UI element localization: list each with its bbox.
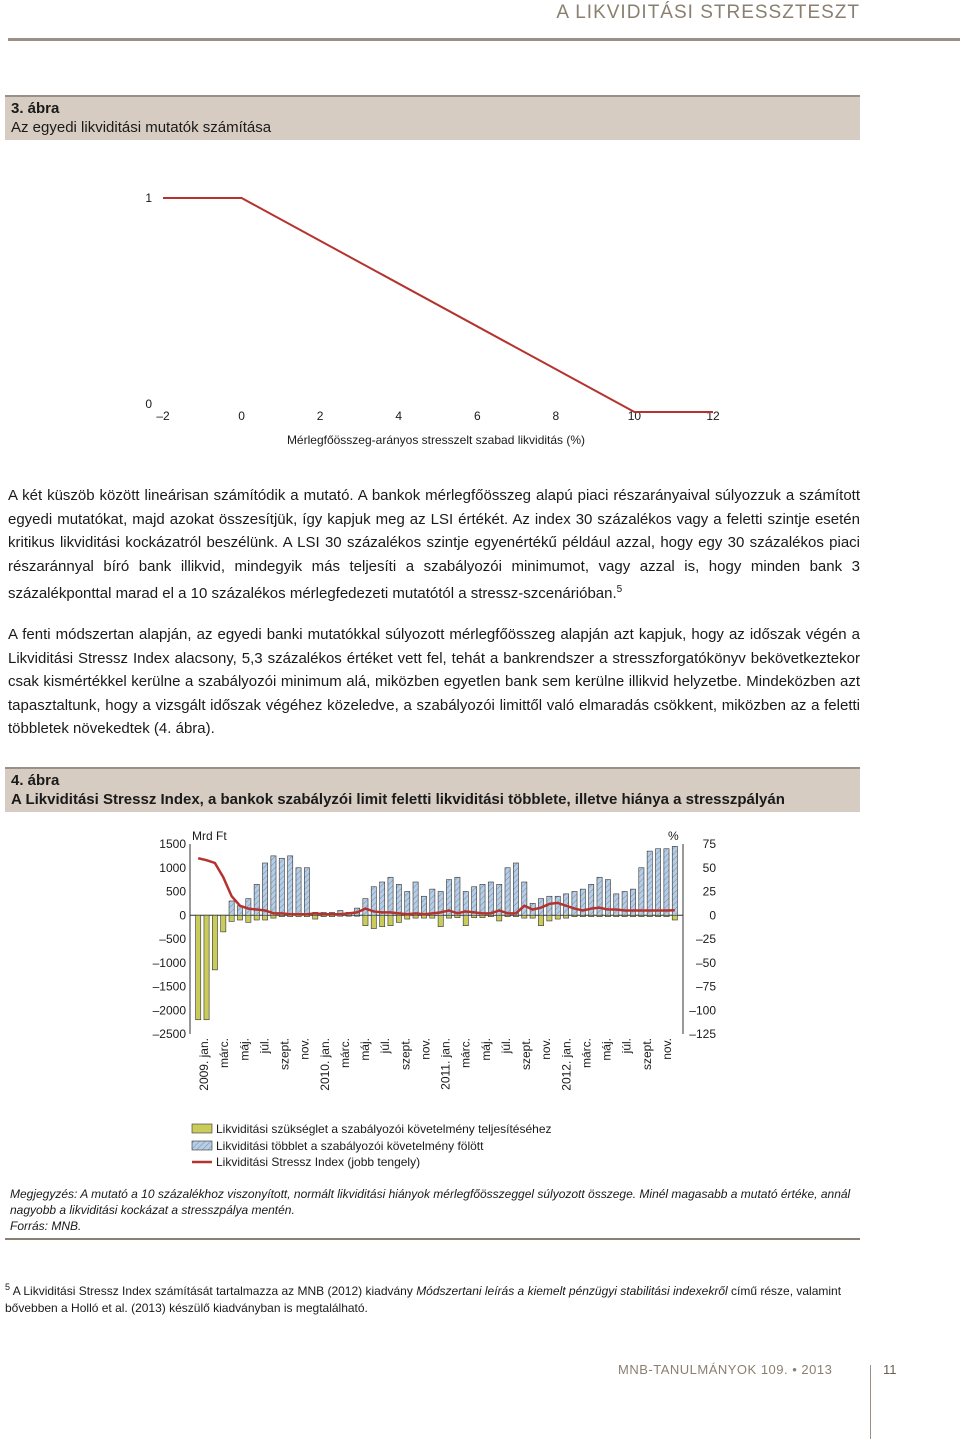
figure4-bar-requirement (229, 915, 234, 921)
figure4-bar-requirement (446, 915, 451, 918)
figure4-bar-surplus (279, 858, 284, 915)
footer-publication: MNB-TANULMÁNYOK 109. • 2013 (618, 1362, 833, 1377)
figure4-note: Megjegyzés: A mutató a 10 százalékhoz viszonyított, normált likviditási hiányok mérlegfőösszeggel súlyozott összege. Minél magasabb a mutató értéke, annál nagyobb a likviditási kockázat a stresszpálya mentén. (10, 1187, 851, 1217)
figure4-left-tick: –1500 (152, 979, 186, 994)
figure4-right-unit: % (668, 829, 679, 843)
figure4-bar-surplus (572, 892, 577, 916)
figure4-bar-requirement (497, 915, 502, 921)
figure4-bar-requirement (522, 915, 527, 918)
footnote-prefix: A Likviditási Stressz Index számítását tartalmazza az MNB (2012) kiadvány (12, 1284, 417, 1298)
figure4-x-tick: 2010. jan. (317, 1038, 332, 1091)
legend-swatch-surplus (192, 1141, 212, 1150)
figure4-right-tick: 50 (702, 860, 716, 875)
figure3-y-tick: 1 (145, 191, 152, 205)
figure4-left-tick: 1500 (159, 837, 186, 851)
figure4-bar-requirement (472, 915, 477, 917)
figure4-bar-surplus (488, 882, 493, 915)
figure4-bar-surplus (522, 882, 527, 915)
figure4-left-tick: –2500 (152, 1027, 186, 1041)
paragraph-1-text: A két küszöb között lineárisan számítódik a mutató. A bankok mérlegfőösszeg alapú piaci részarányaival súlyozzuk a számított egyedi mutatókat, majd azokat összesítjük, így kapjuk meg az LSI értékét. Az index 30 százalékos vagy a feletti szintje esetén kritikus likviditási kockázatról beszélünk. A LSI 30 százalékos szintje egyenértékű például azzal, hogy egy 30 százalékos piaci részaránnyal bíró bank illikvid, mindegyik más teljesíti a szabályozói minimumot, vagy azzal is, hogy minden bank 3 százalékponttal marad el a 10 százalékos mérlegfedezeti mutatótól a stressz-szcenárióban. (8, 487, 860, 602)
running-title: A LIKVIDITÁSI STRESSZTESZT (556, 2, 860, 23)
figure4-bar-requirement (371, 915, 376, 928)
figure4-bar-requirement (254, 915, 259, 920)
figure4-bar-requirement (530, 915, 535, 918)
figure4-x-tick: márc. (458, 1038, 473, 1068)
figure4-bar-surplus (380, 882, 385, 915)
figure4-x-tick: szept. (519, 1038, 534, 1071)
figure4-bar-requirement (221, 915, 226, 932)
figure3-x-tick: 2 (316, 409, 324, 423)
footnote-mark: 5 (5, 1282, 11, 1292)
footnote-suffix: című része, valamint bővebben a Holló et al. (2013) készülő kiadványban is megtalálható. (5, 1284, 842, 1315)
figure4-bar-requirement (388, 915, 393, 925)
figure4-x-tick: máj. (237, 1038, 252, 1061)
figure4-bar-requirement (237, 915, 242, 920)
figure4-left-tick: 500 (165, 884, 186, 899)
figure4-bar-requirement (463, 915, 468, 925)
figure4-bar-surplus (647, 851, 652, 915)
figure4-bar-surplus (304, 868, 309, 916)
figure4-x-tick: szept. (639, 1038, 654, 1071)
figure4-x-tick: júl. (619, 1038, 634, 1054)
figure4-bar-requirement (547, 915, 552, 921)
figure3-x-tick: 12 (706, 409, 720, 423)
figure4-left-tick: –500 (159, 932, 186, 946)
figure4-bar-requirement (246, 915, 251, 922)
figure4-x-tick: máj. (358, 1038, 373, 1061)
figure4-bar-surplus (555, 896, 560, 915)
figure4-bar-surplus (639, 868, 644, 916)
figure4-bar-surplus (262, 863, 267, 915)
paragraph-2: A fenti módszertan alapján, az egyedi banki mutatókkal súlyozott mérlegfőösszeg alapján azt kapjuk, hogy az időszak végén a Likviditási Stressz Index alacsony, 5,3 százalékos értéket vett fel, tehát a bankrendszer a stresszforgatókönyv bekövetkeztekor csak kismértékkel kerülne a szabályozói minimum alá, miközben egyetlen bank sem kerülne illikvid helyzetbe. Mindeközben azt tapasztaltunk, hogy a vizsgált időszak végéhez közeledve, a szabályozói limittől való elmaradás csökkent, miközben az a feletti többletek növekedtek (4. ábra). (8, 626, 860, 737)
figure4-bar-surplus (296, 868, 301, 916)
figure4-bar-requirement (430, 915, 435, 918)
figure4-x-tick: szept. (398, 1038, 413, 1071)
figure4-x-tick: nov. (539, 1038, 554, 1060)
figure4-x-tick: márc. (337, 1038, 352, 1068)
footnote-italic: Módszertani leírás a kiemelt pénzügyi stabilitási indexekről (416, 1284, 728, 1298)
figure3-x-tick: 4 (395, 409, 403, 423)
footnote (5, 1279, 865, 1317)
figure4-x-tick: júl. (498, 1038, 513, 1054)
figure4-x-tick: nov. (418, 1038, 433, 1060)
figure4-bar-requirement (421, 915, 426, 918)
figure4-bar-surplus (430, 889, 435, 915)
figure4-right-tick: –25 (695, 932, 716, 946)
figure4-left-tick: 1000 (159, 860, 186, 875)
figure4-bar-surplus (505, 868, 510, 916)
figure4-right-tick: –50 (695, 955, 716, 970)
figure4-bar-requirement (555, 915, 560, 919)
figure4-bar-surplus (513, 863, 518, 915)
figure4-bar-requirement (380, 915, 385, 926)
figure4-chart (0, 820, 960, 1180)
top-rule (8, 38, 960, 41)
footnote-ref: 5 (616, 584, 623, 595)
paragraph-1 (8, 484, 860, 606)
figure4-x-tick: máj. (599, 1038, 614, 1061)
figure4-x-tick: 2009. jan. (197, 1038, 211, 1091)
figure4-right-tick: –125 (689, 1027, 716, 1041)
figure4-header (5, 767, 860, 812)
figure4-bar-surplus (614, 894, 619, 915)
figure4-bar-requirement (480, 915, 485, 917)
legend-label-requirement: Likviditási szükséglet a szabályozói követelmény teljesítéséhez (216, 1122, 552, 1136)
figure4-x-tick: nov. (297, 1038, 312, 1060)
figure3-series-line (163, 198, 713, 412)
legend-label-lsi: Likviditási Stressz Index (jobb tengely) (216, 1155, 421, 1169)
figure4-left-tick: 0 (179, 908, 186, 923)
figure4-lsi-line (198, 858, 675, 914)
figure4-right-tick: 25 (702, 884, 716, 899)
figure4-x-tick: szept. (277, 1038, 292, 1071)
figure3-chart (0, 150, 960, 460)
figure4-legend (192, 1122, 552, 1169)
figure4-left-unit: Mrd Ft (192, 829, 227, 843)
figure4-x-tick: nov. (660, 1038, 674, 1060)
figure4-x-tick: júl. (257, 1038, 272, 1054)
figure3-x-tick: 10 (627, 409, 642, 423)
figure4-x-tick: márc. (579, 1038, 594, 1068)
figure4-bar-requirement (455, 915, 460, 917)
figure4-bar-requirement (212, 915, 217, 970)
figure3-number: 3. ábra (11, 100, 60, 117)
figure4-bar-requirement (363, 915, 368, 925)
figure3-x-tick: –2 (156, 409, 170, 423)
figure3-x-tick: 6 (473, 409, 481, 423)
legend-swatch-requirement (192, 1124, 212, 1133)
figure3-x-tick: 8 (552, 409, 560, 423)
figure4-bar-requirement (204, 915, 209, 1020)
figure4-bar-surplus (288, 856, 293, 915)
figure4-bar-surplus (413, 882, 418, 915)
figure4-bar-requirement (413, 915, 418, 918)
figure4-x-tick: júl. (378, 1038, 393, 1054)
figure4-x-tick: 2012. jan. (559, 1038, 574, 1091)
footer-divider (870, 1365, 871, 1439)
page-number: 11 (883, 1362, 897, 1377)
figure4-bar-requirement (438, 915, 443, 926)
figure4-bar-requirement (564, 915, 569, 918)
figure4-right-tick: 0 (709, 908, 716, 923)
figure3-y-tick: 0 (145, 397, 152, 411)
figure4-left-tick: –1000 (152, 955, 186, 970)
figure4-bar-surplus (455, 877, 460, 915)
figure4-bar-surplus (664, 849, 669, 916)
figure4-left-tick: –2000 (152, 1003, 186, 1018)
figure4-bar-surplus (656, 849, 661, 916)
figure4-bar-surplus (396, 884, 401, 915)
figure4-bar-surplus (597, 877, 602, 915)
figure4-right-tick: 75 (702, 837, 716, 851)
figure4-bar-surplus (480, 884, 485, 915)
figure4-bar-requirement (538, 915, 543, 925)
figure4-bar-surplus (589, 884, 594, 915)
legend-label-surplus: Likviditási többlet a szabályozói követelmény fölött (216, 1139, 484, 1153)
figure3-title: Az egyedi likviditási mutatók számítása (11, 119, 272, 136)
figure4-source: Forrás: MNB. (10, 1219, 82, 1233)
figure4-number: 4. ábra (11, 772, 60, 789)
figure4-bar-surplus (421, 896, 426, 915)
figure4-bar-requirement (262, 915, 267, 920)
figure4-x-tick: márc. (217, 1038, 232, 1068)
figure4-bar-requirement (271, 915, 276, 918)
figure4-bar-requirement (196, 915, 201, 1020)
figure4-title: A Likviditási Stressz Index, a bankok szabályzói limit feletti likviditási többlete, illetve hiánya a stresszpályán (11, 791, 785, 808)
figure4-bottom-rule (5, 1238, 860, 1240)
figure3-x-axis-label: Mérlegfőösszeg-arányos stresszelt szabad likviditás (%) (286, 433, 586, 447)
figure4-bar-surplus (229, 901, 234, 915)
figure4-x-tick: máj. (478, 1038, 493, 1061)
figure4-bar-requirement (405, 915, 410, 919)
figure4-x-tick: 2011. jan. (438, 1038, 453, 1090)
figure4-bar-surplus (271, 856, 276, 915)
figure4-bar-surplus (363, 899, 368, 916)
figure4-bar-requirement (396, 915, 401, 922)
figure4-right-tick: –100 (689, 1003, 716, 1018)
figure4-bar-requirement (313, 915, 318, 919)
figure4-bar-surplus (388, 877, 393, 915)
figure3-x-tick: 0 (238, 409, 245, 423)
figure4-right-tick: –75 (695, 979, 716, 994)
figure4-bar-surplus (672, 846, 677, 915)
figure3-header (5, 95, 860, 140)
figure4-bar-surplus (405, 892, 410, 916)
figure4-bar-requirement (672, 915, 677, 920)
